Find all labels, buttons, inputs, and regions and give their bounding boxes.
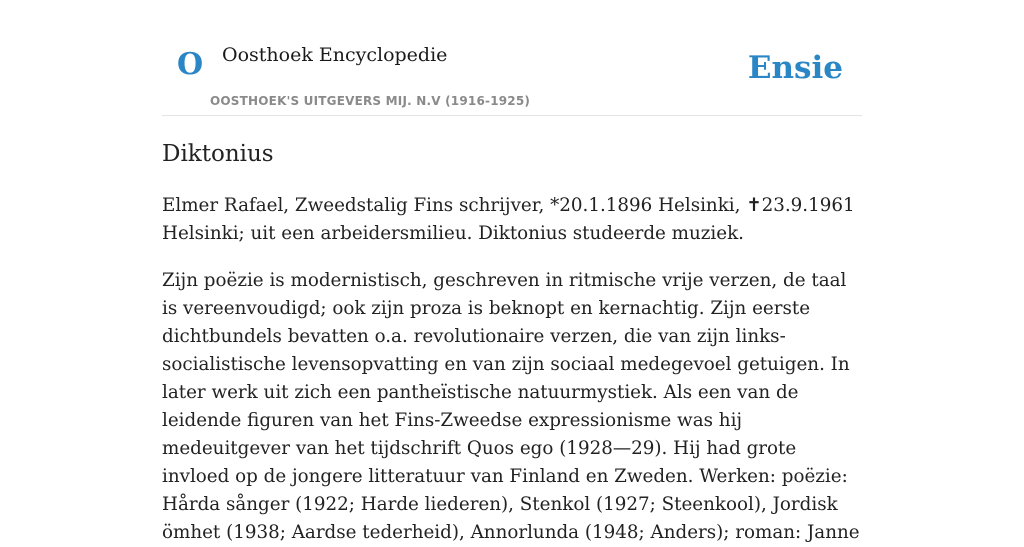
publisher-subtitle: OOSTHOEK'S UITGEVERS MIJ. N.V (1916-1925) — [210, 94, 531, 108]
site-header — [162, 0, 862, 116]
encyclopedia-title-link[interactable]: Oosthoek Encyclopedie — [222, 44, 448, 66]
article-paragraph: Zijn poëzie is modernistisch, geschreven in ritmische vrije verzen, de taal is vereenvoudigd; ook zijn proza is beknopt en kernachtig. Zijn eerste dichtbundels bevatten o.a. revolutionaire verzen, die van zijn links-socialistische levensopvatting en van zijn sociaal medegevoel getuigen. In later werk uit zich een pantheïstische natuurmystiek. Als een van de leidende figuren van het Fins-Zweedse expressionisme was hij medeuitgever van het tijdschrift Quos ego (1928—29). Hij had grote invloed op de jongere litteratuur van Finland en Zweden. Werken: poëzie: Hårda sånger (1922; Harde liederen), Stenkol (1927; Steenkool), Jordisk ömhet (1938; Aardse tederheid), Annorlunda (1948; Anders); roman: Janne — [162, 270, 860, 543]
article-paragraph: Elmer Rafael, Zweedstalig Fins schrijver, *20.1.1896 Helsinki, ✝23.9.1961 Helsinki; uit een arbeidersmilieu. Diktonius studeerde muziek. — [162, 195, 855, 244]
content-column — [162, 0, 862, 543]
article-title: Diktonius — [162, 141, 274, 167]
ensie-brand-link[interactable]: Ensie — [747, 50, 843, 86]
encyclopedia-logo[interactable]: O — [177, 47, 204, 82]
